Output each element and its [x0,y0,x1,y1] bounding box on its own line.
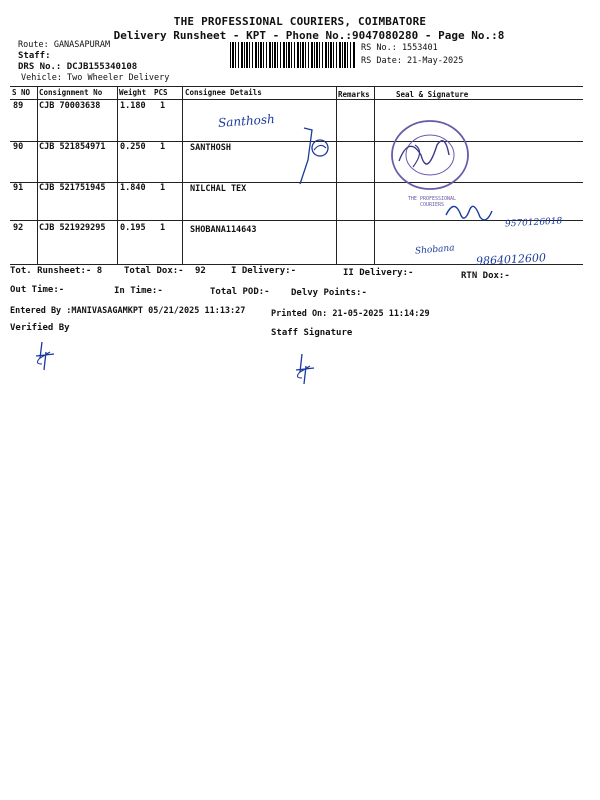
delvy-points: Delvy Points:- [291,288,367,298]
staff-label: Staff: [18,51,51,61]
col-header-seal: Seal & Signature [396,90,469,99]
row-consignment: CJB 70003638 [39,101,101,111]
rs-date: RS Date: 21-May-2025 [361,56,464,66]
column-divider [374,86,375,264]
row-sno: 90 [13,142,24,152]
i-delivery: I Delivery:- [231,266,297,276]
document-title: THE PROFESSIONAL COURIERS, COIMBATORE [173,15,427,28]
barcode [230,42,355,68]
verifier-signature [32,338,62,374]
drs-number: DRS No.: DCJB155340108 [18,62,138,72]
out-time: Out Time:- [10,285,65,295]
document-subtitle: Delivery Runsheet - KPT - Phone No.:9047080280 - Page No.:8 [113,29,505,42]
total-dox-label: Total Dox:- [124,266,184,276]
table-header-border [10,99,583,100]
total-dox-value: 92 [195,266,206,276]
row-consignee: SHOBANA114643 [190,225,257,235]
verified-by-label: Verified By [10,323,70,333]
row-consignment: CJB 521854971 [39,142,106,152]
col-header-consignee: Consignee Details [185,88,262,97]
row-pcs: 1 [160,142,166,152]
table-top-border [10,86,583,87]
row-consignment: CJB 521929295 [39,223,106,233]
row-consignment: CJB 521751945 [39,183,106,193]
row-consignee: NILCHAL TEX [190,184,247,194]
rs-number: RS No.: 1553401 [361,43,438,53]
handwritten-name: Santhosh [217,112,276,130]
col-header-remarks: Remarks [338,90,370,99]
row-pcs: 1 [160,101,166,111]
handwritten-name: Shobana [414,243,456,257]
row-weight: 1.180 [120,101,146,111]
vehicle-label: Vehicle: Two Wheeler Delivery [21,73,170,83]
tot-runsheet: Tot. Runsheet:- 8 [10,266,103,276]
row-weight: 0.195 [120,223,146,233]
staff-signature [292,350,322,388]
handwritten-phone: 9570126018 [504,216,563,230]
column-divider [182,86,183,264]
row-consignee: SANTHOSH [190,143,231,153]
col-header-sno: S NO [12,88,31,97]
route-label: Route: GANASAPURAM [18,40,111,50]
row-weight: 0.250 [120,142,146,152]
handwritten-phone: 9864012600 [475,251,547,268]
row-weight: 1.840 [120,183,146,193]
printed-on: Printed On: 21-05-2025 11:14:29 [271,309,430,319]
handwritten-signature [290,120,340,190]
col-header-consignment: Consignment No [39,88,103,97]
total-pod: Total POD:- [210,287,270,297]
row-sno: 89 [13,101,24,111]
row-sno: 91 [13,183,24,193]
row-sno: 92 [13,223,24,233]
handwritten-signature [440,195,510,230]
row-pcs: 1 [160,223,166,233]
stamp-text: THE PROFESSIONAL COURIERS [407,196,457,208]
column-divider [117,86,118,264]
entered-by: Entered By :MANIVASAGAMKPT 05/21/2025 11:13:27 [10,306,246,316]
col-header-weight: Weight [119,88,147,97]
in-time: In Time:- [114,286,163,296]
staff-signature-label: Staff Signature [271,328,353,338]
col-header-pcs: PCS [154,88,168,97]
column-divider [37,86,38,264]
company-seal-stamp [385,115,475,195]
row-pcs: 1 [160,183,166,193]
rtn-dox: RTN Dox:- [461,271,510,281]
ii-delivery: II Delivery:- [343,268,414,278]
